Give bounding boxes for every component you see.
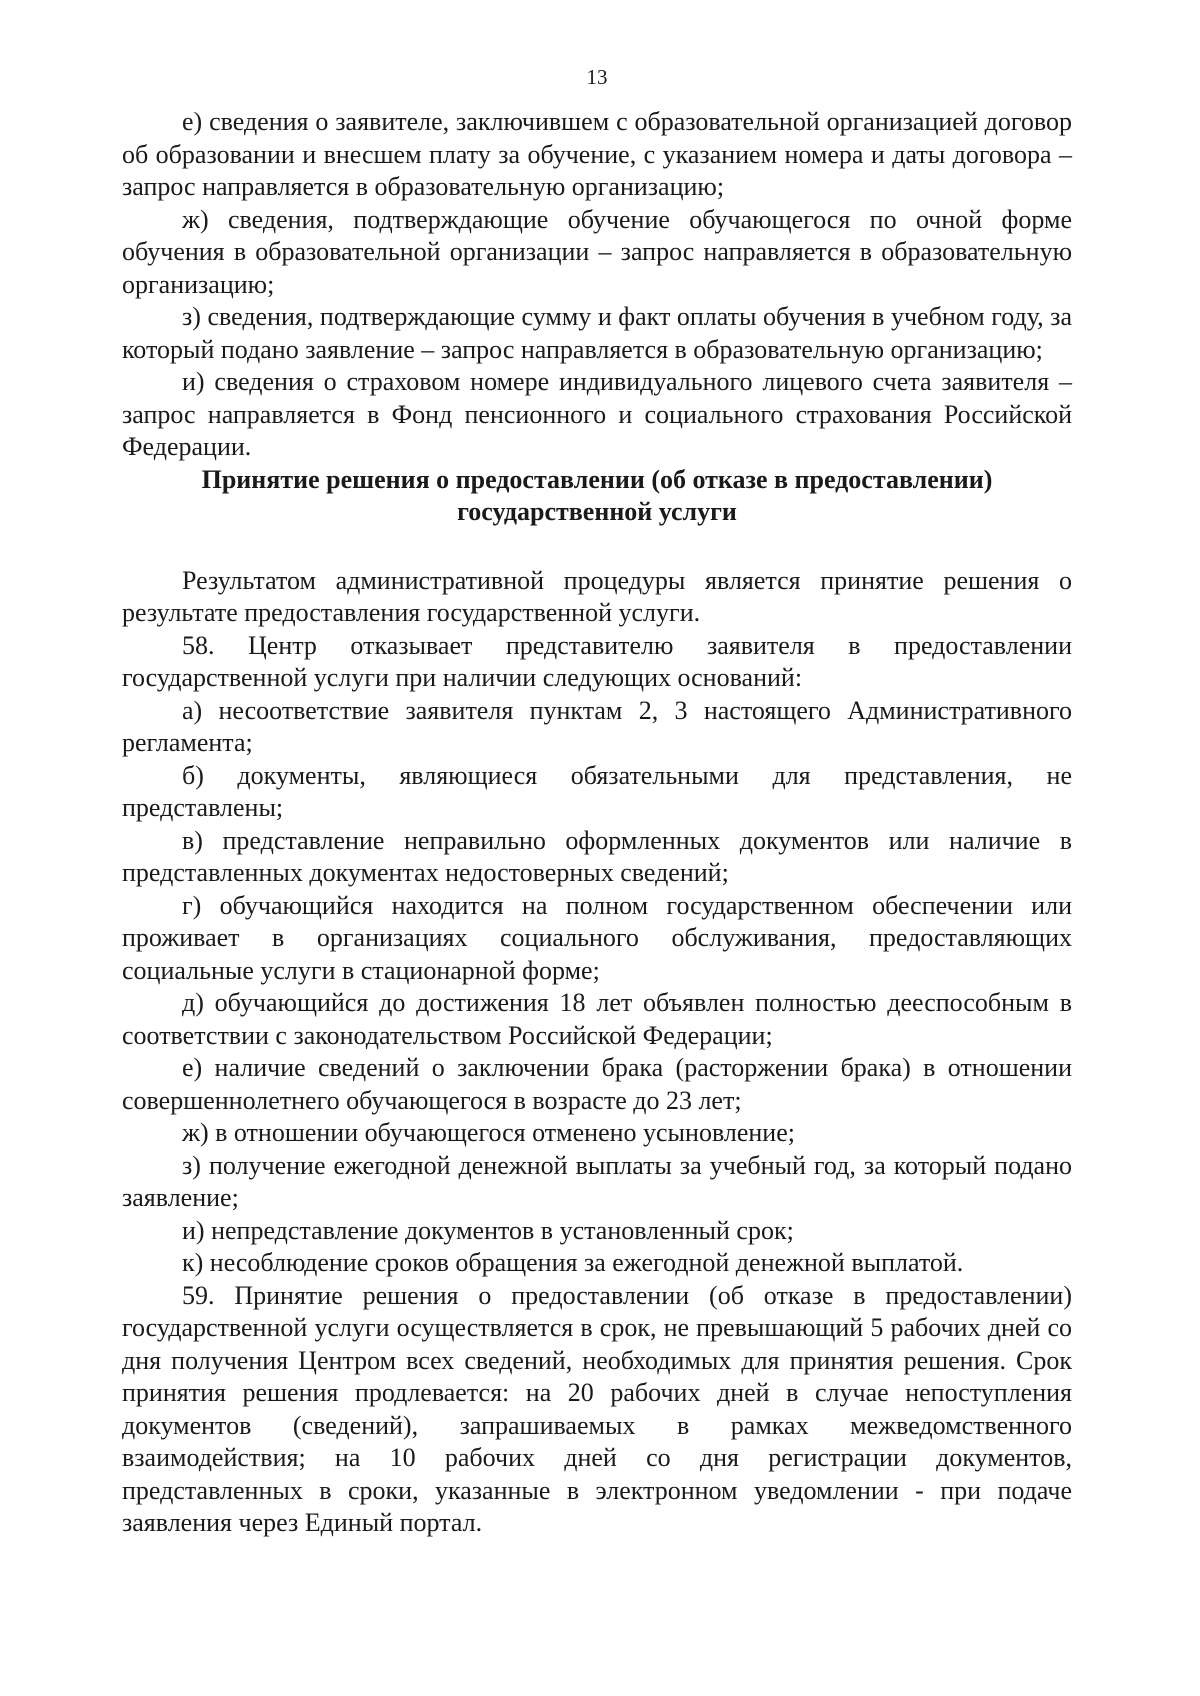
clause-58-item-zh: ж) в отношении обучающегося отменено усыновление; <box>182 1118 795 1147</box>
clause-58-item-a: а) несоответствие заявителя пунктам 2, 3 настоящего Административного регламента; <box>122 695 1072 757</box>
section-heading-line-1: Принятие решения о предоставлении (об отказе в предоставлении) <box>201 464 993 494</box>
clause-58-item-g: г) обучающийся находится на полном государственном обеспечении или проживает в организациях социального обслуживания, предоставляющих социальные услуги в стационарной форме; <box>122 890 1072 985</box>
section-heading-line-2: государственной услуги <box>457 497 737 526</box>
clause-58-item-z: з) получение ежегодной денежной выплаты за учебный год, за который подано заявление; <box>122 1150 1072 1212</box>
intro-paragraph: Результатом административной процедуры является принятие решения о результате предоставления государственной услуги. <box>122 565 1072 627</box>
clause-58: 58. Центр отказывает представителю заявителя в предоставлении государственной услуги при наличии следующих оснований: <box>122 630 1072 692</box>
clause-58-item-k: к) несоблюдение сроков обращения за ежегодной денежной выплатой. <box>182 1248 964 1277</box>
page-number: 13 <box>586 65 608 89</box>
clause-58-item-e: е) наличие сведений о заключении брака (расторжении брака) в отношении совершеннолетнего обучающегося в возрасте до 23 лет; <box>122 1053 1072 1115</box>
clause-58-item-i: и) непредставление документов в установленный срок; <box>182 1215 794 1245</box>
clause-59: 59. Принятие решения о предоставлении (об отказе в предоставлении) государственной услуги осуществляется в срок, не превышающий 5 рабочих дней со дня получения Центром всех сведений, необходимых для принятия решения. Срок принятия решения продлевается: на 20 рабочих дней в случае непоступления документов (сведений), запрашиваемых в рамках межведомственного взаимодействия; на 10 рабочих дней со дня регистрации документов, представленных в сроки, указанные в электронном уведомлении - при подаче заявления через Единый портал. <box>122 1280 1072 1537</box>
list-item-e: е) сведения о заявителе, заключившем с образовательной организацией договор об образовании и внесшем плату за обучение, с указанием номера и даты договора – запрос направляется в образовательную организацию; <box>122 107 1072 201</box>
clause-58-item-v: в) представление неправильно оформленных документов или наличие в представленных документах недостоверных сведений; <box>122 825 1072 887</box>
list-item-z: з) сведения, подтверждающие сумму и факт оплаты обучения в учебном году, за который подано заявление – запрос направляется в образовательную организацию; <box>122 302 1072 364</box>
section-heading <box>122 464 1072 529</box>
list-item-zh: ж) сведения, подтверждающие обучение обучающегося по очной форме обучения в образовательной организации – запрос направляется в образовательную организацию; <box>122 204 1072 299</box>
clause-58-item-d: д) обучающийся до достижения 18 лет объявлен полностью дееспособным в соответствии с законодательством Российской Федерации; <box>122 988 1072 1050</box>
clause-58-item-b: б) документы, являющиеся обязательными для представления, не представлены; <box>122 760 1072 822</box>
list-item-i: и) сведения о страховом номере индивидуального лицевого счета заявителя – запрос направляется в Фонд пенсионного и социального страхования Российской Федерации. <box>122 367 1072 461</box>
